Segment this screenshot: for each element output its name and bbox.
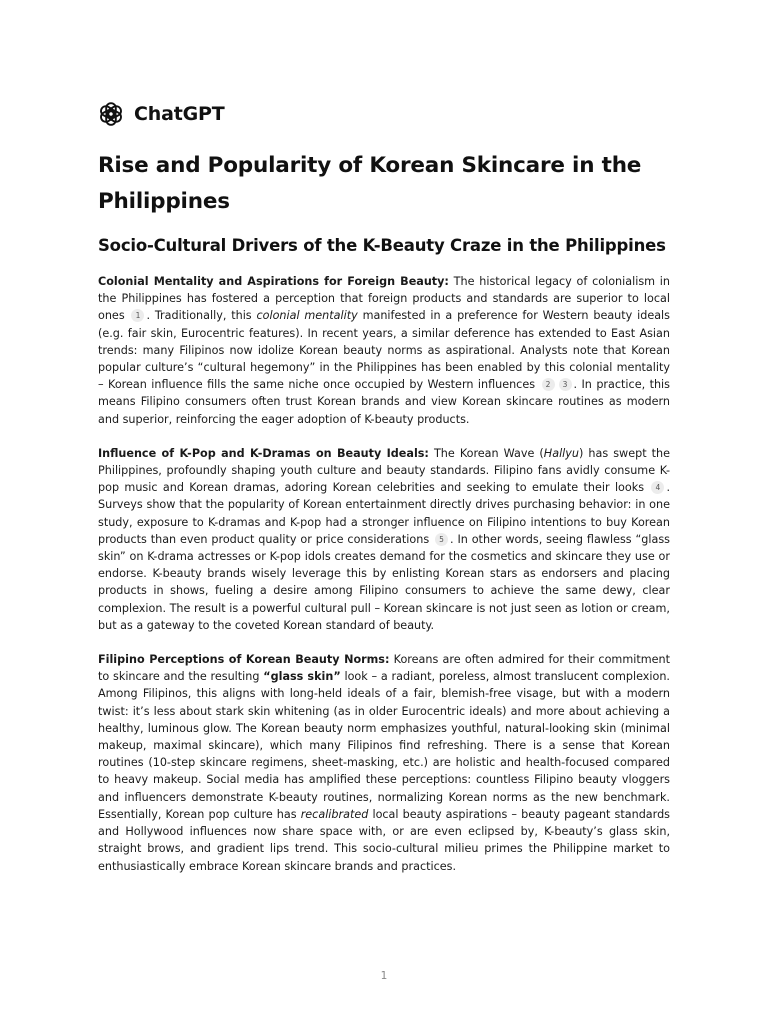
emphasis-text: colonial mentality <box>256 309 358 323</box>
paragraph-text: . Surveys show that the popularity of Korean entertainment directly drives purchasing behavior: in one study, exposure to K-dramas and K-pop had a stronger influence on Filipino intentions to buy Korean products than even product quality or price considerations <box>98 481 670 546</box>
paragraph-text: local beauty aspirations – beauty pageant standards and Hollywood influences now share space with, or are even eclipsed by, K-beauty’s glass skin, straight brows, and gradient lips trend. This socio-cultural milieu primes the Philippine market to enthusiastically embrace Korean skincare brands and practices. <box>98 807 670 873</box>
paragraph-text: . Traditionally, this <box>146 309 257 323</box>
citation-badge[interactable]: 3 <box>559 378 572 391</box>
paragraph-lead: Colonial Mentality and Aspirations for Foreign Beauty: <box>98 275 449 288</box>
openai-logo-icon <box>98 101 124 127</box>
document-title: Rise and Popularity of Korean Skincare in the Philippines <box>98 153 642 214</box>
paragraph-filipino-perceptions <box>98 651 670 875</box>
paragraph-kpop-influence <box>98 445 670 634</box>
strong-text: “glass skin” <box>263 670 341 684</box>
section-heading: Socio-Cultural Drivers of the K-Beauty Craze in the Philippines <box>98 236 666 255</box>
paragraph-text: manifested in a preference for Western beauty ideals (e.g. fair skin, Eurocentric features). In recent years, a similar deference has extended to East Asian trends: many Filipinos now idolize Korean beauty norms as aspirational. Analysts note that Korean popular culture’s “cultural hegemony” in the Philippines has been enabled by this colonial mentality – Korean influence fills the same niche once occupied by Western influences <box>98 309 670 392</box>
citation-badge[interactable]: 2 <box>542 378 555 391</box>
paragraph-text: . In practice, this means Filipino consumers often trust Korean brands and view Korean skincare routines as modern and superior, reinforcing the eager adoption of K-beauty products. <box>98 378 670 426</box>
paragraph-text: look – a radiant, poreless, almost translucent complexion. Among Filipinos, this aligns with long-held ideals of a fair, blemish-free visage, but with a modern twist: it’s less about stark skin whitening (as in older Eurocentric ideals) and more about achieving a healthy, luminous glow. The Korean beauty norm emphasizes youthful, natural-looking skin (minimal makeup, maximal skincare), which many Filipinos find refreshing. There is a sense that Korean routines (10-step skincare regimens, sheet-masking, etc.) are holistic and health-focused compared to heavy makeup. Social media has amplified these perceptions: countless Filipino beauty vloggers and influencers demonstrate K-beauty routines, normalizing Korean norms as the new benchmark. Essentially, Korean pop culture has <box>98 670 670 821</box>
paragraph-text: ) has swept the Philippines, profoundly shaping youth culture and beauty standards. Filipino fans avidly consume K-pop music and Korean dramas, adoring Korean celebrities and seeking to emulate their looks <box>98 446 670 495</box>
paragraph-text: . In other words, seeing flawless “glass skin” on K-drama actresses or K-pop idols creates demand for the cosmetics and skincare they use or endorse. K-beauty brands wisely leverage this by enlisting Korean stars as endorsers and placing products in shows, fueling a desire among Filipino consumers to achieve the same dewy, clear complexion. The result is a powerful cultural pull – Korean skincare is not just seen as lotion or cream, but as a gateway to the coveted Korean standard of beauty. <box>98 532 670 632</box>
page-number: 1 <box>380 970 388 982</box>
paragraph-lead: Influence of K-Pop and K-Dramas on Beauty Ideals: <box>98 446 429 460</box>
citation-badge[interactable]: 5 <box>435 533 448 546</box>
emphasis-text: Hallyu <box>543 446 579 460</box>
document-page <box>98 100 670 875</box>
citation-badge[interactable]: 4 <box>651 481 664 494</box>
brand-header <box>98 100 670 128</box>
brand-name: ChatGPT <box>134 103 225 125</box>
paragraph-colonial-mentality <box>98 273 670 428</box>
paragraph-lead: Filipino Perceptions of Korean Beauty Norms: <box>98 653 390 667</box>
paragraph-text: The historical legacy of colonialism in the Philippines has fostered a perception that foreign products and standards are superior to local ones <box>98 275 670 323</box>
paragraph-text: The Korean Wave ( <box>428 446 544 460</box>
citation-badge[interactable]: 1 <box>131 309 144 322</box>
paragraph-text: Koreans are often admired for their commitment to skincare and the resulting <box>98 653 670 684</box>
emphasis-text: recalibrated <box>300 807 369 821</box>
